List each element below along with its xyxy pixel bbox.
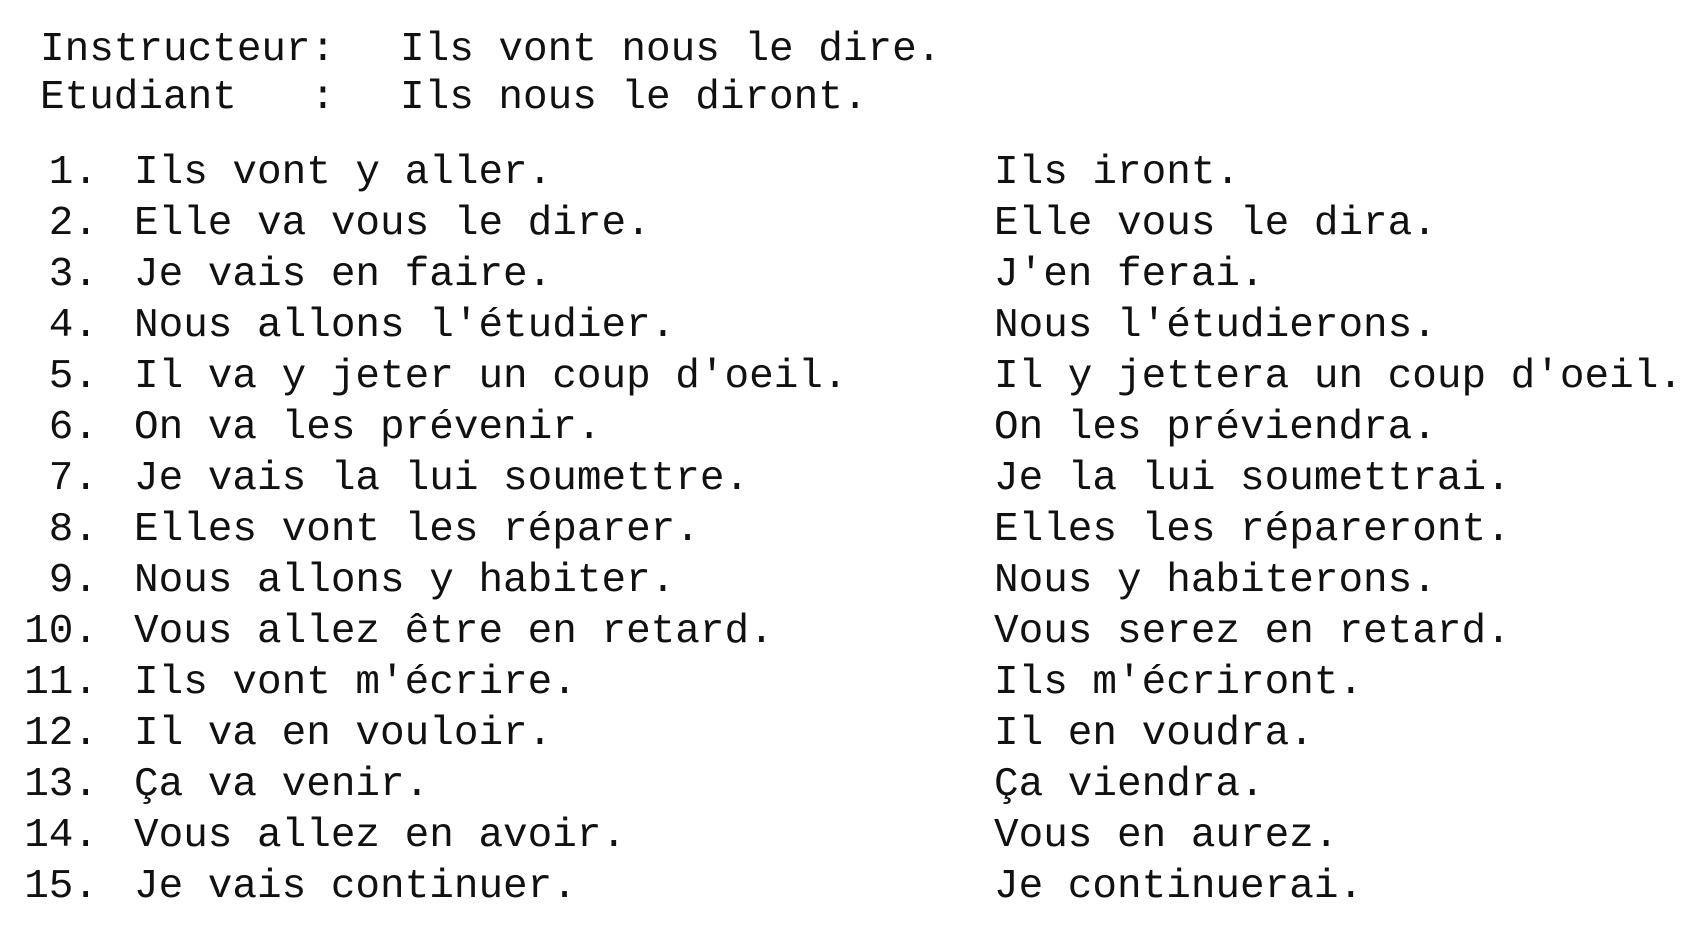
item-response: Nous y habiterons. xyxy=(994,558,1437,604)
item-number: 7. xyxy=(48,456,98,502)
student-text: Ils nous le diront. xyxy=(400,75,868,121)
item-response: Ils iront. xyxy=(994,150,1241,196)
item-number: 14. xyxy=(24,813,98,859)
drill-item xyxy=(18,505,1678,556)
item-cue: Je vais en faire. xyxy=(134,252,553,298)
drill-item xyxy=(18,403,1678,454)
drill-item xyxy=(18,199,1678,250)
item-response: Nous l'étudierons. xyxy=(994,303,1437,349)
item-cue: Je vais continuer. xyxy=(134,864,577,910)
item-number: 13. xyxy=(24,762,98,808)
drill-item xyxy=(18,148,1678,199)
item-cue: Nous allons l'étudier. xyxy=(134,303,676,349)
item-number: 9. xyxy=(48,558,98,604)
drill-item xyxy=(18,454,1678,505)
item-number: 11. xyxy=(24,660,98,706)
item-cue: Il va en vouloir. xyxy=(134,711,553,757)
item-number: 4. xyxy=(48,303,98,349)
item-number: 8. xyxy=(48,507,98,553)
item-number: 1. xyxy=(48,150,98,196)
item-cue: Ça va venir. xyxy=(134,762,430,808)
item-cue: Elles vont les réparer. xyxy=(134,507,700,553)
item-response: Je la lui soumettrai. xyxy=(994,456,1511,502)
drill-list xyxy=(18,148,1683,913)
item-response: Elle vous le dira. xyxy=(994,201,1437,247)
student-label: Etudiant : xyxy=(40,75,336,121)
drill-item xyxy=(18,709,1678,760)
drill-item xyxy=(18,811,1678,862)
item-cue: Vous allez être en retard. xyxy=(134,609,774,655)
item-number: 3. xyxy=(48,252,98,298)
item-response: Ils m'écriront. xyxy=(994,660,1364,706)
item-number: 2. xyxy=(48,201,98,247)
drill-item xyxy=(18,760,1678,811)
item-number: 5. xyxy=(48,354,98,400)
instructor-line xyxy=(40,26,941,74)
drill-item xyxy=(18,862,1678,913)
item-number: 15. xyxy=(24,864,98,910)
item-number: 10. xyxy=(24,609,98,655)
instructor-label: Instructeur: xyxy=(40,27,336,73)
item-cue: Vous allez en avoir. xyxy=(134,813,627,859)
item-cue: Elle va vous le dire. xyxy=(134,201,651,247)
drill-item xyxy=(18,301,1678,352)
student-line xyxy=(40,74,941,122)
item-cue: Je vais la lui soumettre. xyxy=(134,456,750,502)
item-cue: Ils vont y aller. xyxy=(134,150,553,196)
item-cue: On va les prévenir. xyxy=(134,405,602,451)
example-block xyxy=(40,26,941,122)
item-cue: Nous allons y habiter. xyxy=(134,558,676,604)
item-number: 12. xyxy=(24,711,98,757)
instructor-text: Ils vont nous le dire. xyxy=(400,27,942,73)
item-cue: Ils vont m'écrire. xyxy=(134,660,577,706)
item-response: J'en ferai. xyxy=(994,252,1265,298)
drill-item xyxy=(18,607,1678,658)
item-cue: Il va y jeter un coup d'oeil. xyxy=(134,354,848,400)
item-response: Il y jettera un coup d'oeil. xyxy=(994,354,1683,400)
item-number: 6. xyxy=(48,405,98,451)
item-response: Je continuerai. xyxy=(994,864,1364,910)
drill-item xyxy=(18,556,1678,607)
drill-item xyxy=(18,250,1678,301)
item-response: Vous serez en retard. xyxy=(994,609,1511,655)
item-response: On les préviendra. xyxy=(994,405,1437,451)
item-response: Ça viendra. xyxy=(994,762,1265,808)
drill-item xyxy=(18,352,1683,403)
item-response: Elles les répareront. xyxy=(994,507,1511,553)
item-response: Vous en aurez. xyxy=(994,813,1339,859)
item-response: Il en voudra. xyxy=(994,711,1314,757)
drill-item xyxy=(18,658,1678,709)
